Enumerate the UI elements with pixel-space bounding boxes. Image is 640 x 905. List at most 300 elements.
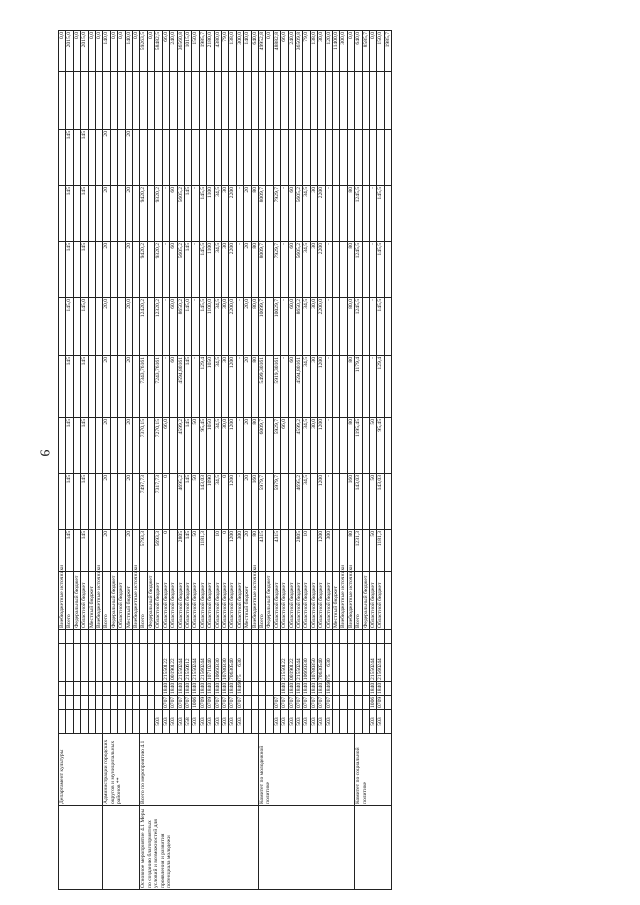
value-cell: 8650,2 bbox=[296, 298, 303, 356]
code-cell bbox=[81, 644, 88, 682]
value-cell: 9420,2 bbox=[140, 186, 147, 242]
code-cell: 1840170630 bbox=[229, 666, 236, 694]
source-cell: Внебюджетные источники bbox=[133, 564, 140, 628]
code-cell: 1006 bbox=[192, 696, 199, 708]
code-cell bbox=[66, 644, 73, 682]
source-cell: Всего bbox=[66, 572, 73, 630]
value-cell bbox=[110, 418, 117, 474]
code-cell: 0707 bbox=[325, 696, 332, 708]
value-cell: 145 bbox=[66, 130, 73, 186]
value-cell: 140,0 bbox=[125, 31, 132, 72]
value-cell: 20 bbox=[125, 474, 132, 530]
value-cell: 1245,5 bbox=[355, 242, 362, 298]
value-cell: 140,0 bbox=[244, 31, 251, 72]
value-cell: 12320,2 bbox=[155, 298, 162, 356]
value-cell bbox=[59, 418, 66, 474]
code-cell: 503 bbox=[192, 710, 199, 734]
value-cell: 20 bbox=[103, 186, 110, 242]
value-cell: 80 bbox=[251, 418, 258, 474]
value-cell: 8009,7 bbox=[258, 242, 265, 298]
value-cell bbox=[184, 130, 191, 186]
value-cell: - bbox=[370, 242, 377, 298]
value-cell bbox=[281, 474, 288, 530]
value-cell: 34,5 bbox=[214, 242, 221, 298]
code-cell bbox=[288, 630, 295, 644]
value-cell: 145 bbox=[66, 242, 73, 298]
value-cell bbox=[340, 474, 347, 530]
value-cell bbox=[333, 356, 340, 418]
value-cell: 20,0 bbox=[244, 298, 251, 356]
value-cell bbox=[333, 418, 340, 474]
source-cell: Областной бюджет bbox=[370, 572, 377, 630]
value-cell bbox=[266, 242, 273, 298]
value-cell: 20 bbox=[103, 242, 110, 298]
value-cell bbox=[81, 72, 88, 130]
code-cell bbox=[340, 630, 347, 644]
code-cell: 0707 bbox=[229, 696, 236, 708]
value-cell bbox=[303, 72, 310, 130]
code-cell bbox=[273, 644, 280, 682]
code-cell bbox=[66, 710, 73, 734]
value-cell bbox=[118, 186, 125, 242]
code-cell bbox=[251, 696, 258, 710]
value-cell bbox=[88, 186, 95, 242]
value-cell bbox=[281, 130, 288, 186]
code-cell bbox=[325, 630, 332, 644]
code-cell: 1840110780 bbox=[221, 666, 228, 694]
value-cell bbox=[288, 72, 295, 130]
code-cell bbox=[88, 644, 95, 682]
value-cell: 1200 bbox=[318, 418, 325, 474]
value-cell bbox=[96, 242, 103, 298]
value-cell: 60 bbox=[288, 186, 295, 242]
code-cell: 1006 bbox=[370, 696, 377, 708]
value-cell bbox=[140, 130, 147, 186]
value-cell: 300,0 bbox=[236, 31, 243, 72]
value-cell bbox=[133, 418, 140, 474]
value-cell: 66,0 bbox=[162, 418, 169, 474]
value-cell bbox=[118, 418, 125, 474]
value-cell: 150,0 bbox=[192, 31, 199, 72]
code-cell: 0707 bbox=[318, 696, 325, 708]
value-cell: 2200 bbox=[318, 242, 325, 298]
value-cell bbox=[118, 530, 125, 572]
value-cell: 1231,3 bbox=[355, 530, 362, 572]
source-cell: Областной бюджет bbox=[288, 572, 295, 630]
value-cell bbox=[362, 418, 369, 474]
value-cell: 1200 bbox=[229, 418, 236, 474]
value-cell: 34,5 bbox=[214, 418, 221, 474]
value-cell bbox=[207, 130, 214, 186]
value-cell bbox=[258, 72, 265, 130]
value-cell: - bbox=[370, 298, 377, 356]
value-cell bbox=[162, 72, 169, 130]
value-cell bbox=[110, 72, 117, 130]
value-cell: 1200 bbox=[318, 356, 325, 418]
code-cell: 0707 bbox=[214, 696, 221, 708]
code-cell bbox=[333, 630, 340, 644]
code-cell bbox=[251, 710, 258, 734]
value-cell: 138,0 bbox=[310, 31, 317, 72]
value-cell bbox=[96, 474, 103, 530]
source-cell: Областной бюджет bbox=[236, 572, 243, 630]
code-cell: 503 bbox=[303, 710, 310, 734]
value-cell: 4695,2 bbox=[296, 474, 303, 530]
source-cell: Местный бюджет bbox=[333, 572, 340, 630]
code-cell bbox=[96, 682, 103, 696]
code-cell bbox=[81, 682, 88, 696]
code-cell bbox=[147, 696, 154, 710]
value-cell bbox=[192, 130, 199, 186]
value-cell: 20 bbox=[244, 356, 251, 418]
value-cell bbox=[147, 242, 154, 298]
value-cell bbox=[118, 72, 125, 130]
value-cell: 145 bbox=[81, 474, 88, 530]
value-cell: - bbox=[236, 242, 243, 298]
code-cell bbox=[96, 644, 103, 682]
value-cell: - bbox=[162, 242, 169, 298]
value-cell bbox=[162, 130, 169, 186]
value-cell bbox=[66, 72, 73, 130]
code-cell: 0707 bbox=[170, 696, 177, 708]
code-cell bbox=[177, 630, 184, 644]
source-cell: Всего bbox=[103, 572, 110, 630]
value-cell: 145 bbox=[81, 130, 88, 186]
code-cell bbox=[96, 696, 103, 710]
code-cell: 122 bbox=[162, 644, 169, 682]
source-cell: Федеральный бюджет bbox=[266, 572, 273, 630]
value-cell bbox=[170, 530, 177, 572]
code-cell bbox=[258, 630, 265, 644]
value-cell: 1200 bbox=[318, 530, 325, 572]
code-cell: 612 bbox=[184, 644, 191, 682]
value-cell bbox=[310, 530, 317, 572]
value-cell bbox=[110, 356, 117, 418]
value-cell: 4594,80161 bbox=[177, 356, 184, 418]
value-cell: 145 bbox=[81, 242, 88, 298]
value-cell: 50 bbox=[192, 418, 199, 474]
code-cell bbox=[59, 630, 66, 644]
value-cell bbox=[310, 474, 317, 530]
code-cell: 1840100190 bbox=[288, 666, 295, 694]
value-cell: 10029,7 bbox=[273, 298, 280, 356]
code-cell: 0707 bbox=[236, 696, 243, 708]
code-cell bbox=[266, 710, 273, 734]
code-cell bbox=[258, 696, 265, 710]
value-cell: 34,5 bbox=[303, 298, 310, 356]
value-cell: 30 bbox=[310, 356, 317, 418]
code-cell: 503 bbox=[296, 710, 303, 734]
code-cell: 240 bbox=[207, 644, 214, 682]
code-cell bbox=[103, 630, 110, 644]
code-cell: 244 bbox=[296, 644, 303, 682]
value-cell bbox=[118, 130, 125, 186]
value-cell: 160 bbox=[347, 474, 354, 530]
value-cell: 80 bbox=[251, 186, 258, 242]
value-cell: 10 bbox=[214, 530, 221, 572]
code-cell bbox=[258, 710, 265, 734]
code-cell bbox=[140, 696, 147, 710]
code-cell bbox=[125, 696, 132, 710]
value-cell: 145 bbox=[81, 530, 88, 572]
source-cell: Областной бюджет bbox=[207, 572, 214, 630]
value-cell bbox=[384, 418, 391, 474]
value-cell bbox=[88, 72, 95, 130]
value-cell: 30 bbox=[221, 242, 228, 298]
code-cell bbox=[244, 696, 251, 710]
value-cell: 145 bbox=[184, 418, 191, 474]
value-cell: - bbox=[236, 418, 243, 474]
rotated-table-frame bbox=[58, 30, 614, 890]
source-cell: Областной бюджет bbox=[214, 572, 221, 630]
value-cell: 50 bbox=[192, 530, 199, 572]
value-cell: 5979,7 bbox=[258, 474, 265, 530]
value-cell: 1179,4 bbox=[355, 356, 362, 418]
code-cell bbox=[88, 710, 95, 734]
value-cell bbox=[147, 356, 154, 418]
value-cell bbox=[199, 72, 206, 130]
code-cell bbox=[103, 710, 110, 734]
value-cell: 1200 bbox=[229, 530, 236, 572]
code-cell: 503 bbox=[162, 710, 169, 734]
value-cell bbox=[362, 298, 369, 356]
value-cell bbox=[251, 72, 258, 130]
code-cell bbox=[140, 630, 147, 644]
code-cell: 503 bbox=[288, 710, 295, 734]
value-cell bbox=[133, 298, 140, 356]
value-cell: 145,5 bbox=[199, 186, 206, 242]
value-cell: 60 bbox=[288, 356, 295, 418]
value-cell: 80 bbox=[347, 242, 354, 298]
value-cell: 9420,2 bbox=[140, 242, 147, 298]
value-cell bbox=[214, 72, 221, 130]
value-cell bbox=[370, 72, 377, 130]
executor-cell: Администрации городских округов и муниципальных районов ** bbox=[103, 734, 140, 806]
code-cell: 0707 bbox=[296, 696, 302, 708]
code-cell: 244 bbox=[199, 644, 206, 682]
code-cell bbox=[118, 682, 125, 696]
value-cell: 2200 bbox=[318, 186, 325, 242]
value-cell bbox=[147, 130, 154, 186]
value-cell: 2200,0 bbox=[229, 298, 236, 356]
value-cell: 60 bbox=[170, 242, 177, 298]
code-cell bbox=[244, 710, 251, 734]
code-cell bbox=[355, 696, 362, 710]
value-cell: 5605,2 bbox=[177, 242, 184, 298]
code-cell bbox=[303, 630, 310, 644]
executor-cell: Всего по мероприятию 4.1 bbox=[140, 734, 259, 806]
value-cell: - bbox=[192, 242, 199, 298]
budget-table bbox=[58, 30, 392, 890]
source-cell: Областной бюджет bbox=[281, 572, 288, 630]
value-cell: - bbox=[236, 298, 243, 356]
code-cell bbox=[147, 710, 154, 734]
value-cell: 5929,7 bbox=[273, 418, 280, 474]
value-cell: 150,0 bbox=[377, 31, 384, 72]
value-cell: 80,0 bbox=[251, 298, 258, 356]
value-cell: 5919,30161 bbox=[273, 356, 280, 418]
source-cell: Всего bbox=[258, 572, 265, 630]
code-cell: 1840110660 bbox=[214, 666, 221, 694]
value-cell bbox=[355, 72, 362, 130]
value-cell bbox=[362, 130, 369, 186]
code-cell bbox=[266, 682, 273, 696]
value-cell: 0,0 bbox=[118, 31, 125, 72]
value-cell bbox=[340, 72, 347, 130]
code-cell bbox=[184, 630, 191, 644]
value-cell bbox=[118, 356, 125, 418]
value-cell: 1985,7 bbox=[384, 31, 391, 72]
value-cell bbox=[110, 530, 117, 572]
value-cell: 30,0 bbox=[310, 418, 317, 474]
code-cell: 244 bbox=[377, 644, 384, 682]
value-cell: - bbox=[192, 356, 199, 418]
value-cell: 80,0 bbox=[347, 298, 354, 356]
program-cell bbox=[103, 806, 140, 890]
value-cell bbox=[221, 72, 228, 130]
value-cell: 0,0 bbox=[370, 31, 377, 72]
value-cell: 140,0 bbox=[103, 31, 110, 72]
value-cell: 2015,0 bbox=[81, 31, 88, 72]
value-cell bbox=[155, 72, 162, 130]
table-row bbox=[140, 31, 147, 890]
value-cell: 145,5 bbox=[377, 298, 384, 356]
value-cell: 145 bbox=[81, 356, 88, 418]
value-cell bbox=[199, 130, 206, 186]
value-cell bbox=[73, 242, 80, 298]
code-cell: 503 bbox=[281, 710, 288, 734]
value-cell: 30 bbox=[221, 186, 228, 242]
value-cell: 145,5 bbox=[377, 242, 384, 298]
code-cell bbox=[110, 644, 117, 682]
value-cell: 0,0 bbox=[88, 31, 95, 72]
value-cell bbox=[362, 356, 369, 418]
value-cell bbox=[207, 72, 214, 130]
source-cell: Областной бюджет bbox=[170, 572, 177, 630]
code-cell: 503 bbox=[273, 710, 280, 734]
value-cell bbox=[59, 186, 66, 242]
value-cell: 79,0 bbox=[303, 31, 310, 72]
value-cell: 50 bbox=[370, 474, 377, 530]
value-cell: 1245,5 bbox=[355, 298, 362, 356]
value-cell: 1985,7 bbox=[199, 31, 206, 72]
value-cell bbox=[147, 298, 154, 356]
value-cell: 4315 bbox=[258, 530, 265, 572]
value-cell: 20 bbox=[244, 474, 251, 530]
program-cell bbox=[355, 806, 392, 890]
code-cell bbox=[110, 682, 117, 696]
value-cell bbox=[296, 72, 303, 130]
code-cell: 503 bbox=[214, 710, 221, 734]
code-cell bbox=[258, 682, 265, 696]
value-cell bbox=[133, 242, 140, 298]
code-cell bbox=[96, 710, 103, 734]
value-cell: 20 bbox=[125, 418, 132, 474]
code-cell: 330 bbox=[221, 644, 228, 682]
value-cell: 5605,2 bbox=[177, 186, 184, 242]
value-cell bbox=[59, 72, 66, 130]
value-cell: 95,45 bbox=[199, 418, 206, 474]
code-cell bbox=[155, 682, 162, 696]
code-cell bbox=[251, 644, 258, 682]
code-cell bbox=[147, 682, 154, 696]
value-cell: 8585,7 bbox=[362, 31, 369, 72]
value-cell: 0 bbox=[162, 474, 169, 530]
code-cell: 503 bbox=[370, 710, 377, 734]
value-cell: - bbox=[281, 242, 288, 298]
value-cell: 7317,73 bbox=[155, 474, 162, 530]
value-cell bbox=[340, 130, 347, 186]
value-cell bbox=[288, 474, 295, 530]
value-cell bbox=[384, 298, 391, 356]
source-cell: Внебюджетные источники bbox=[340, 564, 347, 628]
code-cell bbox=[362, 682, 369, 696]
code-cell: 630 bbox=[325, 644, 332, 682]
value-cell bbox=[88, 130, 95, 186]
code-cell bbox=[170, 630, 177, 644]
code-cell bbox=[384, 630, 391, 644]
value-cell: 129,4 bbox=[199, 356, 206, 418]
value-cell bbox=[73, 418, 80, 474]
code-cell bbox=[125, 710, 132, 734]
value-cell bbox=[73, 530, 80, 572]
code-cell bbox=[59, 696, 66, 710]
value-cell bbox=[377, 130, 384, 186]
value-cell bbox=[384, 186, 391, 242]
source-cell: Областной бюджет bbox=[303, 572, 310, 630]
program-cell bbox=[59, 806, 103, 890]
value-cell bbox=[140, 72, 147, 130]
value-cell bbox=[177, 130, 184, 186]
value-cell bbox=[362, 474, 369, 530]
value-cell: 20 bbox=[125, 242, 132, 298]
code-cell: 1846075 bbox=[325, 674, 332, 694]
code-cell bbox=[266, 696, 273, 710]
program-cell: Основное мероприятие 4.1 Меры по созданию благоприятных условий и возможностей для проявления и развития потенциала молодежи bbox=[140, 806, 259, 890]
value-cell: 145 bbox=[184, 530, 191, 572]
code-cell bbox=[340, 644, 347, 682]
source-cell: Областной бюджет bbox=[318, 572, 325, 630]
value-cell: 30,0 bbox=[221, 418, 228, 474]
value-cell bbox=[384, 530, 391, 572]
value-cell bbox=[96, 298, 103, 356]
value-cell bbox=[347, 130, 354, 186]
code-cell bbox=[266, 630, 273, 644]
value-cell bbox=[362, 72, 369, 130]
value-cell: - bbox=[325, 242, 332, 298]
value-cell: 34,5 bbox=[214, 186, 221, 242]
value-cell: 7343,76161 bbox=[140, 356, 147, 418]
value-cell bbox=[133, 186, 140, 242]
source-cell: Областной бюджет bbox=[81, 572, 88, 630]
value-cell: 9320,2 bbox=[155, 186, 162, 242]
value-cell bbox=[133, 356, 140, 418]
value-cell bbox=[333, 530, 340, 572]
code-cell bbox=[133, 710, 140, 734]
code-cell: 503 bbox=[221, 710, 228, 734]
source-cell: Областной бюджет bbox=[177, 572, 184, 630]
value-cell: 58482,5 bbox=[155, 31, 162, 72]
code-cell bbox=[384, 682, 391, 696]
value-cell bbox=[170, 474, 177, 530]
code-cell bbox=[88, 630, 95, 644]
value-cell bbox=[384, 242, 391, 298]
code-cell bbox=[133, 682, 140, 696]
value-cell: 36560,8 bbox=[177, 31, 184, 72]
table-row bbox=[59, 31, 66, 890]
value-cell: 66,0 bbox=[281, 31, 288, 72]
value-cell bbox=[96, 418, 103, 474]
